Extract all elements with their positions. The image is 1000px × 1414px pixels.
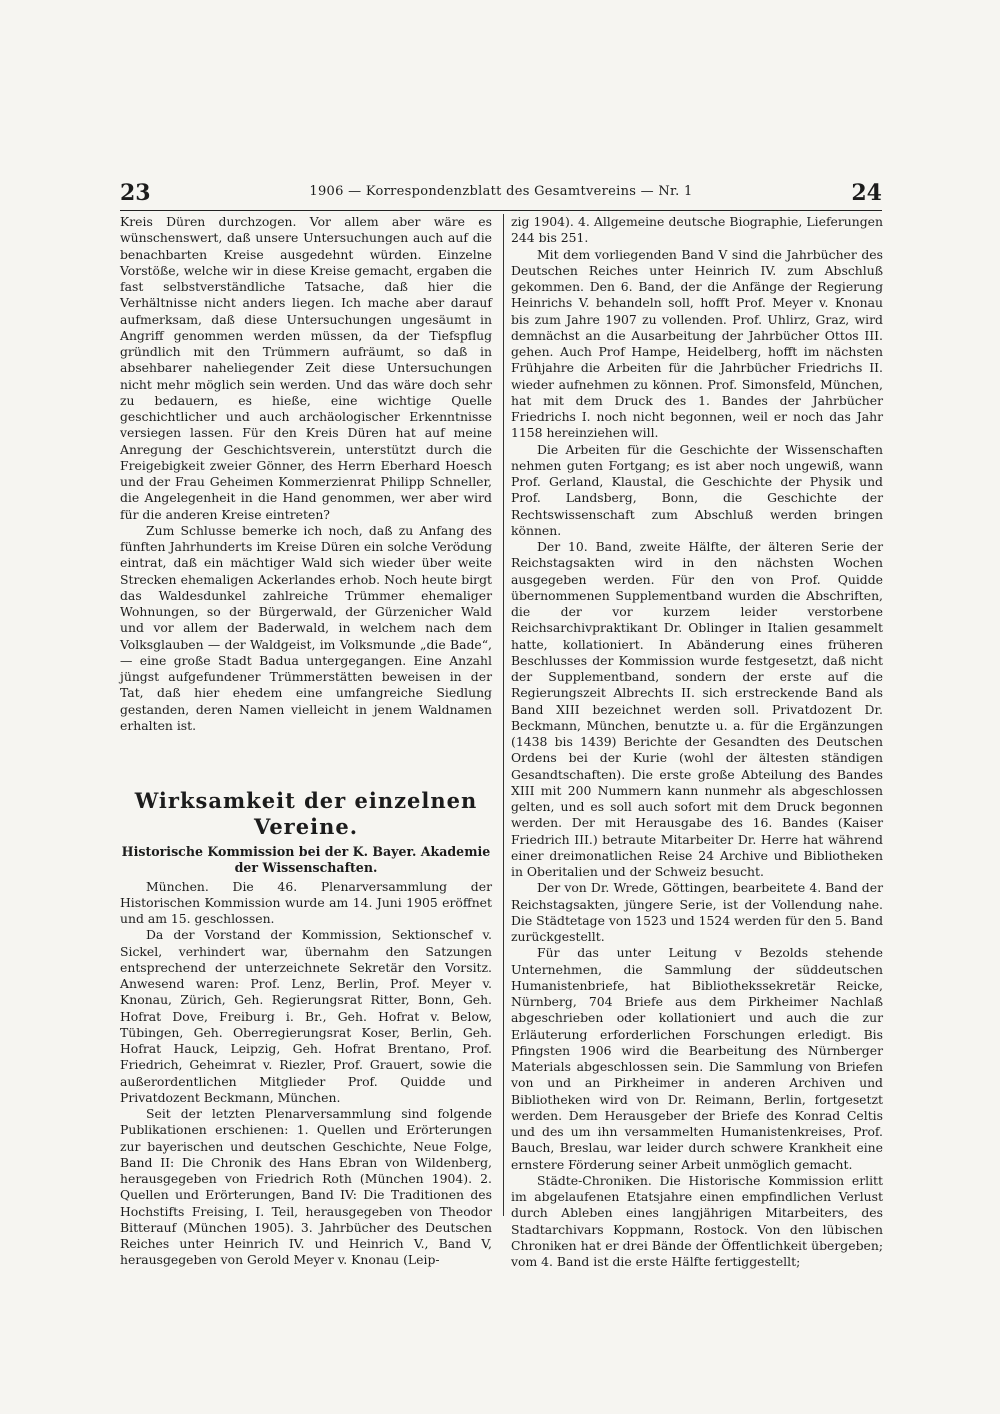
paragraph: Mit dem vorliegenden Band V sind die Jahrbücher des Deutschen Reiches unter Heinrich IV. zum Abschluß gekommen. Den 6. Band, der die Anfänge der Regierung Heinrichs V. behandeln soll, hofft Prof. Meyer v. Knonau bis zum Jahre 1907 zu vollenden. Prof. Uhlirz, Graz, wird demnächst an die Ausarbeitung der Jahrbücher Ottos III. gehen. Auch Prof Hampe, Heidelberg, hofft im nächsten Frühjahre die Arbeiten für die Jahrbücher Friedrichs II. wieder aufnehmen zu können. Prof. Simonsfeld, München, hat mit dem Druck des 1. Bandes der Jahrbücher Friedrichs I. noch nicht begonnen, weil er noch das Jahr 1158 hereinziehen will. — [511, 246, 883, 441]
right-column — [511, 214, 883, 1270]
paragraph: Da der Vorstand der Kommission, Sektionschef v. Sickel, verhindert war, übernahm den Satzungen entsprechend der unterzeichnete Sekretär den Vorsitz. Anwesend waren: Prof. Lenz, Berlin, Prof. Meyer v. Knonau, Zürich, Geh. Regierungsrat Ritter, Bonn, Geh. Hofrat Dove, Freiburg i. Br., Geh. Hofrat v. Below, Tübingen, Geh. Oberregierungsrat Koser, Berlin, Geh. Hofrat Hauck, Leipzig, Geh. Hofrat Brentano, Prof. Friedrich, Geheimrat v. Riezler, Prof. Grauert, sowie die außerordentlichen Mitglieder Prof. Quidde und Privatdozent Beckmann, München. — [120, 927, 492, 1105]
column-divider — [503, 214, 504, 1216]
paragraph: Der 10. Band, zweite Hälfte, der älteren Serie der Reichstagsakten wird in den nächsten Wochen ausgegeben werden. Für den von Prof. Quidde übernommenen Supplementband wurden die Abschriften, die der vor kurzem leider verstorbene Reichsarchivpraktikant Dr. Oblinger in Italien gesammelt hatte, kollationiert. In Abänderung eines früheren Beschlusses der Kommission wurde festgesetzt, daß nicht der Supplementband, sondern der erste auf die Regierungszeit Albrechts II. sich erstreckende Band als Band XIII bezeichnet werden soll. Privatdozent Dr. Beckmann, München, benutzte u. a. für die Ergänzungen (1438 bis 1439) Berichte der Gesandten des Deutschen Ordens bei der Kurie (wohl der ältesten ständigen Gesandtschaften). Die erste große Abteilung des Bandes XIII mit 200 Nummern kann nunmehr als abgeschlossen gelten, und es soll auch sofort mit dem Druck begonnen werden. Der mit Herausgabe des 16. Bandes (Kaiser Friedrich III.) betraute Mitarbeiter Dr. Herre hat während einer dreimonatlichen Reise 24 Archive und Bibliotheken in Oberitalien und der Schweiz besucht. — [511, 539, 883, 879]
paragraph: München. Die 46. Plenarversammlung der Historischen Kommission wurde am 14. Juni 1905 eröffnet und am 15. geschlossen. — [120, 878, 492, 926]
page-number-right: 24 — [851, 180, 882, 206]
paragraph: Zum Schlusse bemerke ich noch, daß zu Anfang des fünften Jahrhunderts im Kreise Düren ein solche Verödung eintrat, daß ein mächtiger Wald sich wieder über weite Strecken ehemaligen Ackerlandes erhob. Noch heute birgt das Waldesdunkel zahlreiche Trümmer ehemaliger Wohnungen, so der Bürgerwald, der Gürzenicher Wald und vor allem der Baderwald, in welchem nach dem Volksglauben — der Waldgeist, im Volksmunde „die Bade“, — eine große Stadt Badua untergegangen. Eine Anzahl jüngst aufgefundener Trümmerstätten beweisen in der Tat, daß hier ehedem eine umfangreiche Siedlung gestanden, deren Namen vielleicht in jenem Waldnamen erhalten ist. — [120, 522, 492, 733]
paragraph: Die Arbeiten für die Geschichte der Wissenschaften nehmen guten Fortgang; es ist aber noch ungewiß, wann Prof. Gerland, Klaustal, die Geschichte der Physik und Prof. Landsberg, Bonn, die Geschichte der Rechtswissenschaft zum Abschluß werden bringen können. — [511, 441, 883, 538]
running-title: 1906 — Korrespondenzblatt des Gesamtvereins — Nr. 1 — [309, 184, 693, 199]
paragraph: Der von Dr. Wrede, Göttingen, bearbeitete 4. Band der Reichstagsakten, jüngere Serie, ist der Vollendung nahe. Die Städtetage von 1523 und 1524 werden für den 5. Band zurückgestellt. — [511, 880, 883, 944]
paragraph: Kreis Düren durchzogen. Vor allem aber wäre es wünschenswert, daß unsere Untersuchungen auch auf die benachbarten Kreise ausgedehnt würden. Einzelne Vorstöße, welche wir in diese Kreise gemacht, ergaben die fast selbstverständliche Tatsache, daß hier die Verhältnisse nicht anders liegen. Ich mache aber darauf aufmerksam, daß diese Untersuchungen ungesäumt in Angriff genommen werden müssen, da der Tiefspflug gründlich mit den Trümmern aufräumt, so daß in absehbarer naheliegender Zeit diese Untersuchungen nicht mehr möglich sein werden. Und das wäre doch sehr zu bedauern, es hieße, eine wichtige Quelle geschichtlicher und auch archäologischer Erkenntnisse versiegen lassen. Für den Kreis Düren hat auf meine Anregung der Geschichtsverein, unterstützt durch die Freigebigkeit zweier Gönner, des Herrn Eberhard Hoesch und der Frau Geheimen Kommerzienrat Philipp Schneller, die Angelegenheit in die Hand genommen, wer aber wird für die anderen Kreise eintreten? — [120, 214, 492, 522]
header-rule — [120, 210, 882, 211]
left-column — [120, 214, 492, 1269]
paragraph: zig 1904). 4. Allgemeine deutsche Biographie, Lieferungen 244 bis 251. — [511, 214, 883, 246]
paragraph: Für das unter Leitung v Bezolds stehende Unternehmen, die Sammlung der süddeutschen Humanistenbriefe, hat Bibliothekssekretär Reicke, Nürnberg, 704 Briefe aus dem Pirkheimer Nachlaß abgeschrieben oder kollationiert und auch die zur Erläuterung erforderlichen Forschungen erledigt. Bis Pfingsten 1906 wird die Bearbeitung des Nürnberger Materials abgeschlossen sein. Die Sammlung von Briefen von und an Pirkheimer in anderen Archiven und Bibliotheken wird von Dr. Reimann, Berlin, fortgesetzt werden. Dem Herausgeber der Briefe des Konrad Celtis und des um ihn versammelten Humanistenkreises, Prof. Bauch, Breslau, war leider durch schwere Krankheit eine ernstere Förderung seiner Arbeit unmöglich gemacht. — [511, 945, 883, 1172]
page-number-left: 23 — [120, 180, 151, 206]
paragraph: Städte-Chroniken. Die Historische Kommission erlitt im abgelaufenen Etatsjahre einen empfindlichen Verlust durch Ableben eines langjährigen Mitarbeiters, des Stadtarchivars Koppmann, Rostock. Von den lübischen Chroniken hat er drei Bände der Öffentlichkeit übergeben; vom 4. Band ist die erste Hälfte fertiggestellt; — [511, 1172, 883, 1269]
section-subtitle: Historische Kommission bei der K. Bayer. Akademie der Wissenschaften. — [121, 844, 491, 876]
paragraph: Seit der letzten Plenarversammlung sind folgende Publikationen erschienen: 1. Quellen und Erörterungen zur bayerischen und deutschen Geschichte, Neue Folge, Band II: Die Chronik des Hans Ebran von Wildenberg, herausgegeben von Friedrich Roth (München 1904). 2. Quellen und Erörterungen, Band IV: Die Traditionen des Hochstifts Freising, I. Teil, herausgegeben von Theodor Bitterauf (München 1905). 3. Jahrbücher des Deutschen Reiches unter Heinrich IV. und Heinrich V., Band V, herausgegeben von Gerold Meyer v. Knonau (Leip- — [120, 1106, 492, 1268]
page-header — [120, 180, 882, 206]
section-title: Wirksamkeit der einzelnen Vereine. — [134, 788, 478, 839]
